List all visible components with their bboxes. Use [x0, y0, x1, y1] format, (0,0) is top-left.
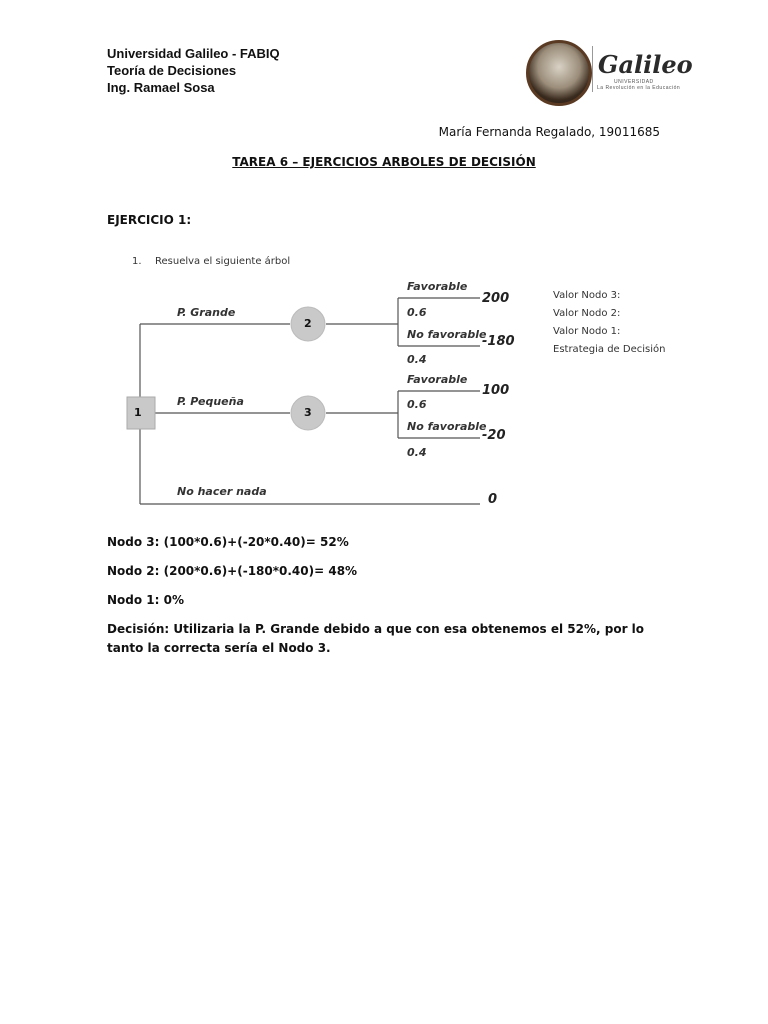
node2-favorable-label: Favorable: [407, 280, 468, 293]
answer-nodo-1: Nodo 1: 0%: [107, 593, 184, 607]
header-course: Teoría de Decisiones: [107, 63, 237, 78]
answer-nodo-3: Nodo 3: (100*0.6)+(-20*0.40)= 52%: [107, 535, 349, 549]
page-title: TAREA 6 – EJERCICIOS ARBOLES DE DECISIÓN: [232, 155, 536, 169]
answer-nodo-2: Nodo 2: (200*0.6)+(-180*0.40)= 48%: [107, 564, 358, 578]
author-line: María Fernanda Regalado, 19011685: [438, 125, 660, 139]
node3-nofavorable-label: No favorable: [407, 420, 487, 433]
node2-favorable-value: 200: [482, 291, 510, 306]
node2-nofavorable-prob: 0.4: [407, 353, 427, 366]
header-university: Universidad Galileo - FABIQ: [107, 46, 280, 61]
branch-nada-label: No hacer nada: [177, 485, 267, 498]
exercise-heading: EJERCICIO 1:: [107, 213, 192, 227]
logo-wordmark: Galileo: [598, 50, 693, 79]
logo-subtitle: UNIVERSIDAD: [614, 79, 654, 85]
node2-nofavorable-label: No favorable: [407, 328, 487, 341]
node3-favorable-prob: 0.6: [407, 398, 427, 411]
node-2-label: 2: [304, 317, 312, 330]
side-estrategia: Estrategia de Decisión: [553, 344, 666, 355]
branch-pequena-label: P. Pequeña: [177, 395, 244, 408]
side-valor-nodo-3: Valor Nodo 3:: [553, 290, 621, 301]
logo-tagline: La Revolución en la Educación: [597, 85, 681, 91]
header-instructor: Ing. Ramael Sosa: [107, 80, 215, 95]
node3-favorable-label: Favorable: [407, 373, 468, 386]
nada-value: 0: [488, 492, 498, 507]
node2-favorable-prob: 0.6: [407, 306, 427, 319]
node-1-label: 1: [134, 406, 142, 419]
side-valor-nodo-1: Valor Nodo 1:: [553, 326, 621, 337]
node3-favorable-value: 100: [482, 383, 510, 398]
node3-nofavorable-value: -20: [482, 428, 506, 443]
node3-nofavorable-prob: 0.4: [407, 446, 427, 459]
node-3-label: 3: [304, 406, 312, 419]
node2-nofavorable-value: -180: [482, 334, 515, 349]
branch-grande-label: P. Grande: [177, 306, 236, 319]
instruction-number: 1.: [132, 256, 142, 267]
side-valor-nodo-2: Valor Nodo 2:: [553, 308, 621, 319]
instruction-text: Resuelva el siguiente árbol: [155, 256, 291, 267]
answer-decision: Decisión: Utilizaria la P. Grande debido a que con esa obtenemos el 52%, por lo tanto la correcta sería el Nodo 3.: [107, 622, 645, 655]
